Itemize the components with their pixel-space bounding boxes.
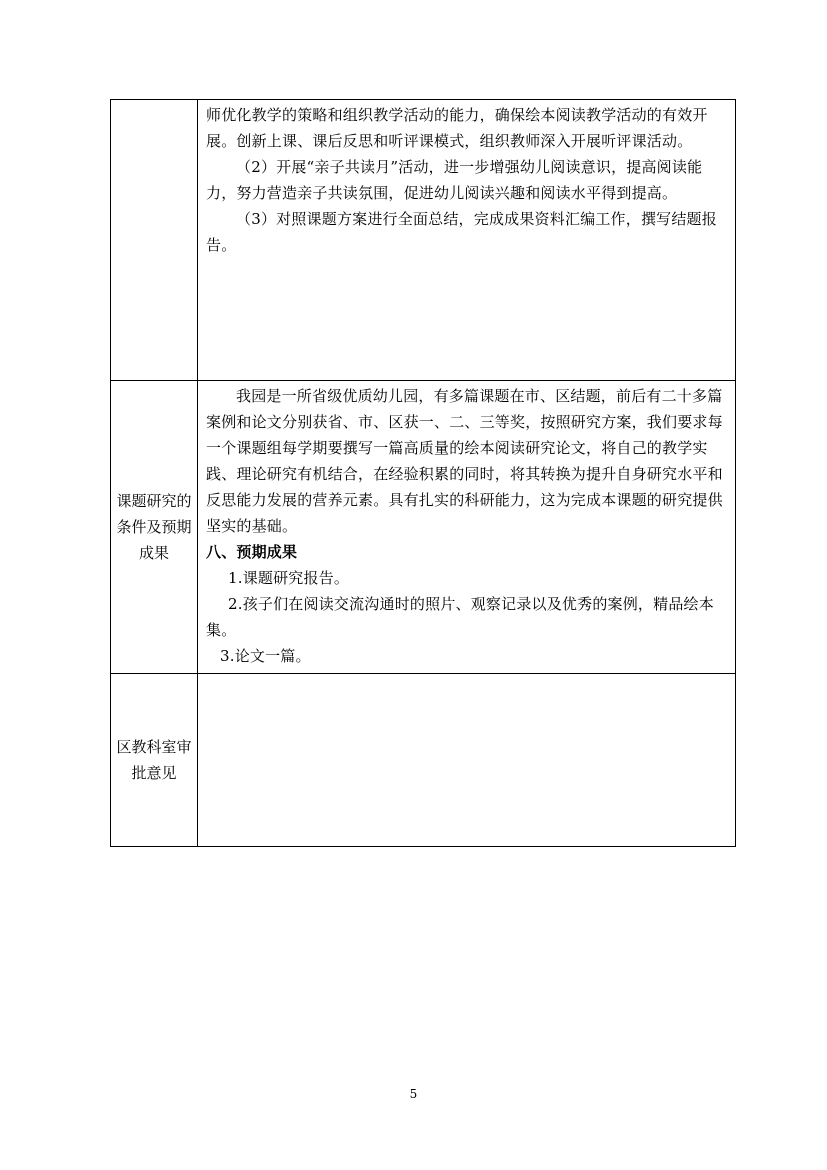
section-heading: 八、预期成果	[206, 543, 298, 561]
paragraph: 师优化教学的策略和组织教学活动的能力，确保绘本阅读教学活动的有效开展。创新上课、课后反思和听评课模式，组织教师深入开展听评课活动。	[206, 106, 708, 150]
row-label: 区教科室审批意见	[111, 674, 198, 847]
paragraph: 我园是一所省级优质幼儿园，有多篇课题在市、区结题，前后有二十多篇案例和论文分别获省、市、区获一、二、三等奖，按照研究方案，我们要求每一个课题组每学期要撰写一篇高质量的绘本阅读研究论文，将自己的教学实践、理论研究有机结合，在经验积累的同时，将其转换为提升自身研究水平和反思能力发展的营养元素。具有扎实的科研能力，这为完成本课题的研究提供坚实的基础。	[206, 387, 723, 535]
approval-opinion-field	[198, 674, 736, 847]
paragraph: （2）开展“亲子共读月”活动，进一步增强幼儿阅读意识，提高阅读能力，努力营造亲子共读氛围，促进幼儿阅读兴趣和阅读水平得到提高。	[206, 158, 703, 202]
row-content	[198, 381, 736, 674]
page-number: 5	[409, 1087, 418, 1101]
table-row	[111, 674, 736, 847]
table-row	[111, 100, 736, 381]
list-item: 2.孩子们在阅读交流沟通时的照片、观察记录以及优秀的案例，精品绘本集。	[206, 595, 714, 639]
list-item: 1.课题研究报告。	[228, 569, 350, 587]
table-row	[111, 381, 736, 674]
application-form-table	[110, 99, 736, 847]
row-label	[111, 100, 198, 381]
paragraph: （3）对照课题方案进行全面总结，完成成果资料汇编工作，撰写结题报告。	[206, 210, 717, 254]
list-item: 3.论文一篇。	[220, 647, 311, 665]
row-content	[198, 100, 736, 381]
row-label: 课题研究的条件及预期成果	[111, 381, 198, 674]
